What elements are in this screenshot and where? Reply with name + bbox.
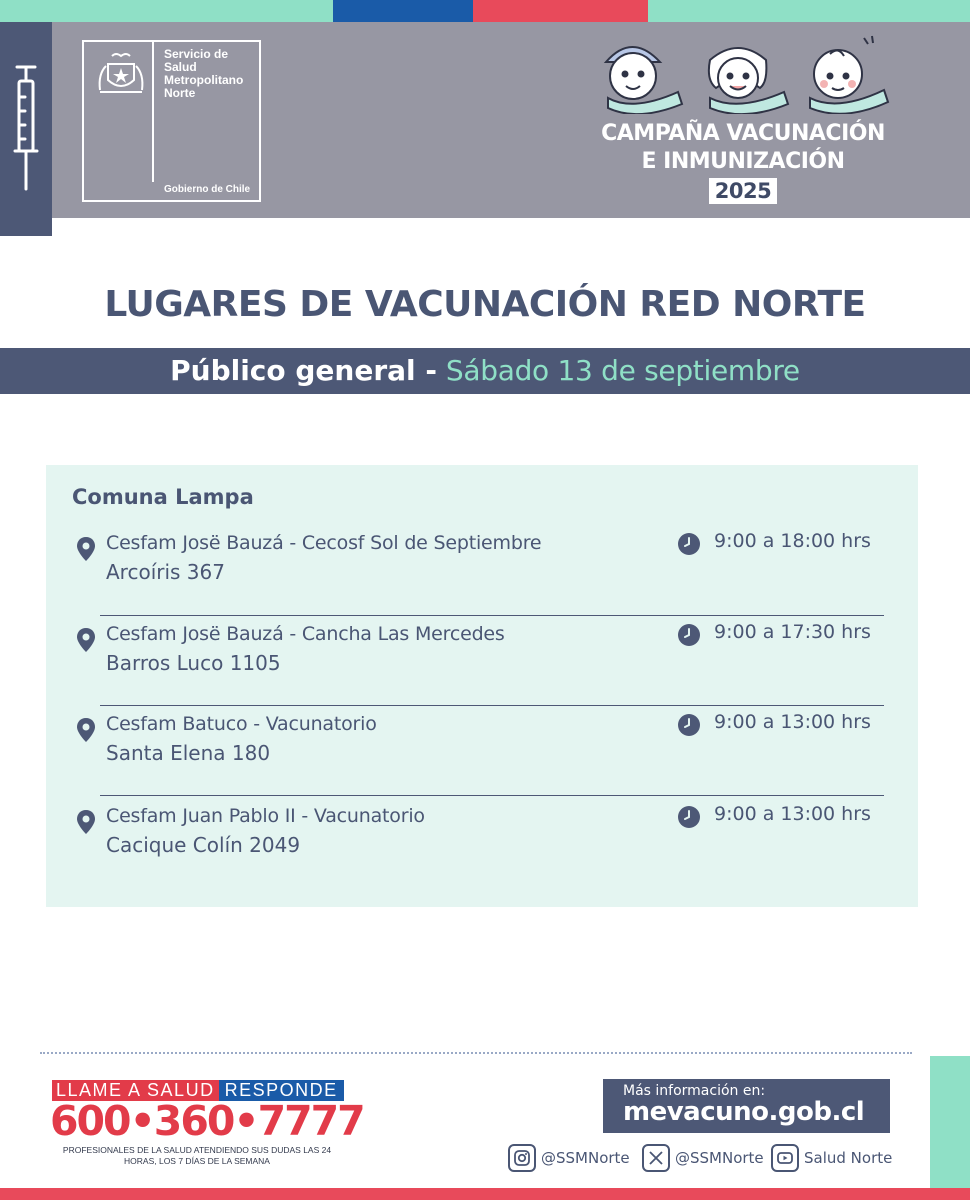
bottom-red-stripe <box>0 1188 970 1200</box>
location-hours: 9:00 a 18:00 hrs <box>714 530 871 552</box>
youtube-channel: Salud Norte <box>804 1149 893 1167</box>
x-handle: @SSMNorte <box>675 1149 764 1167</box>
mint-corner-tab <box>930 1056 970 1190</box>
location-address: Arcoíris 367 <box>106 560 225 584</box>
date-label: Sábado 13 de septiembre <box>445 354 800 387</box>
info-url-link[interactable]: mevacuno.gob.cl <box>623 1097 865 1127</box>
top-color-stripe <box>0 0 970 22</box>
stripe-mint-left <box>0 0 333 22</box>
social-x[interactable] <box>642 1144 764 1172</box>
clock-icon <box>677 713 701 737</box>
row-divider <box>100 705 884 706</box>
clock-icon <box>677 532 701 556</box>
gov-label: Gobierno de Chile <box>164 184 251 195</box>
campaign-title <box>583 120 903 206</box>
government-logo <box>82 40 261 202</box>
syringe-icon <box>11 63 41 195</box>
page-title: LUGARES DE VACUNACIÓN RED NORTE <box>104 284 866 325</box>
location-item <box>46 623 918 693</box>
subtitle-bar <box>0 348 970 394</box>
instagram-handle: @SSMNorte <box>541 1149 630 1167</box>
phone-number[interactable]: 600•360•7777 <box>50 1097 364 1145</box>
instagram-icon <box>508 1144 536 1172</box>
location-address: Cacique Colín 2049 <box>106 833 301 857</box>
commune-heading: Comuna Lampa <box>72 485 254 509</box>
call-label-red: LLAME A SALUD <box>52 1080 219 1101</box>
social-youtube[interactable] <box>771 1144 892 1172</box>
footer-divider <box>40 1052 912 1054</box>
logo-divider <box>152 42 154 182</box>
location-hours: 9:00 a 13:00 hrs <box>714 711 871 733</box>
phone-note: PROFESIONALES DE LA SALUD ATENDIENDO SUS DUDAS LAS 24 HORAS, LOS 7 DÍAS DE LA SEMANA <box>62 1145 332 1166</box>
stripe-blue <box>333 0 473 22</box>
location-item <box>46 532 918 602</box>
info-label: Más información en: <box>623 1083 766 1099</box>
location-pin-icon <box>76 536 96 562</box>
location-name: Cesfam Batuco - Vacunatorio <box>106 713 377 735</box>
info-box[interactable] <box>603 1079 890 1133</box>
campaign-line-2: E INMUNIZACIÓN <box>641 149 845 174</box>
youtube-icon <box>771 1144 799 1172</box>
clock-icon <box>677 623 701 647</box>
row-divider <box>100 615 884 616</box>
location-pin-icon <box>76 627 96 653</box>
location-address: Santa Elena 180 <box>106 741 271 765</box>
location-hours: 9:00 a 13:00 hrs <box>714 803 871 825</box>
location-pin-icon <box>76 717 96 743</box>
org-name: Servicio de Salud Metropolitano Norte <box>164 47 244 100</box>
locations-panel <box>46 465 918 907</box>
social-instagram[interactable] <box>508 1144 630 1172</box>
clock-icon <box>677 805 701 829</box>
x-icon <box>642 1144 670 1172</box>
location-hours: 9:00 a 17:30 hrs <box>714 621 871 643</box>
location-item <box>46 805 918 875</box>
coat-of-arms-icon <box>94 50 148 96</box>
children-illustration <box>598 32 894 114</box>
location-pin-icon <box>76 809 96 835</box>
location-name: Cesfam Josë Bauzá - Cecosf Sol de Septiembre <box>106 532 542 554</box>
location-address: Barros Luco 1105 <box>106 651 281 675</box>
campaign-line-1: CAMPAÑA VACUNACIÓN <box>601 121 885 146</box>
location-name: Cesfam Juan Pablo II - Vacunatorio <box>106 805 425 827</box>
call-label-blue: RESPONDE <box>219 1080 344 1101</box>
location-name: Cesfam Josë Bauzá - Cancha Las Mercedes <box>106 623 505 645</box>
location-item <box>46 713 918 783</box>
syringe-tab <box>0 22 52 236</box>
audience-label: Público general - <box>170 354 438 387</box>
row-divider <box>100 795 884 796</box>
campaign-year: 2025 <box>709 178 777 204</box>
stripe-red <box>473 0 648 22</box>
stripe-mint-right <box>648 0 970 22</box>
